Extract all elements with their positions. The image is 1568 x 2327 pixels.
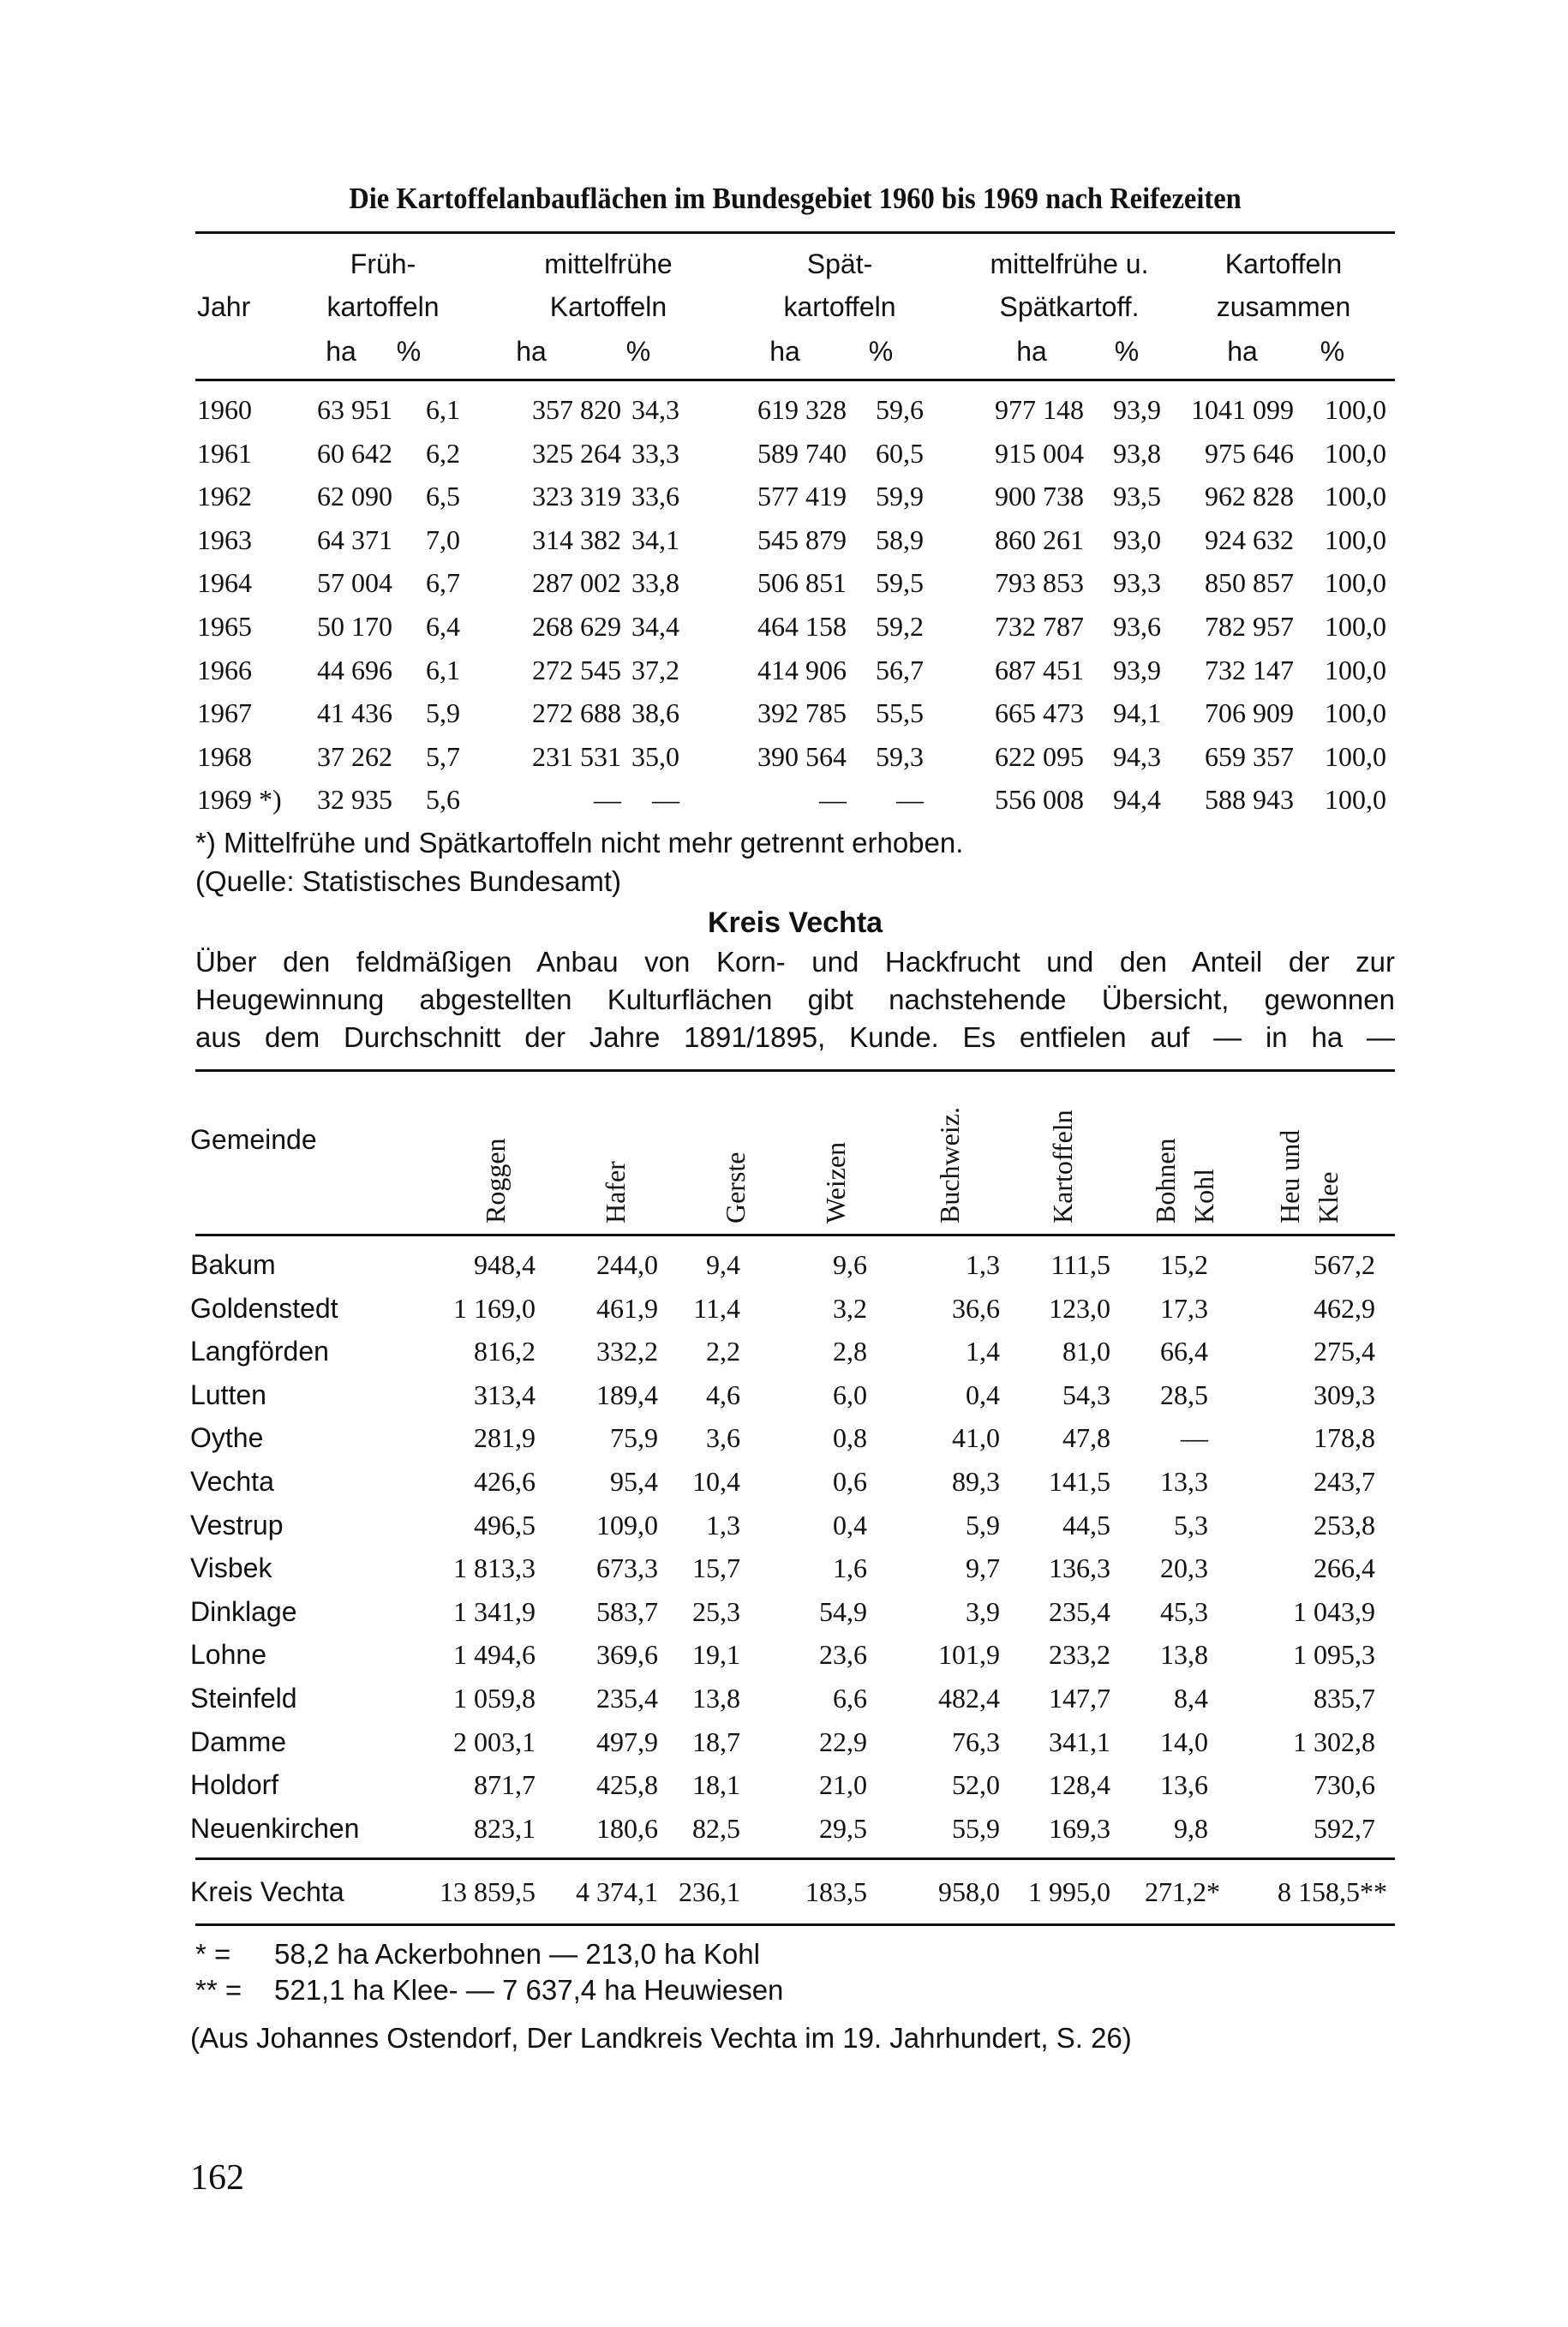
table1-cell: 93,6 bbox=[1113, 611, 1161, 642]
table2-cell: 81,0 bbox=[1062, 1336, 1110, 1367]
table2-col-header: Buchweiz. bbox=[934, 1107, 965, 1223]
table2-cell: 1,3 bbox=[966, 1249, 1000, 1280]
table1-cell: 5,6 bbox=[426, 784, 460, 816]
table2-cell: 9,7 bbox=[966, 1552, 1000, 1584]
paragraph-line: aus dem Durchschnitt der Jahre 1891/1895, Kunde. Es entfielen auf — in ha — bbox=[195, 1021, 1395, 1053]
table1-cell: 60 642 bbox=[317, 437, 392, 469]
table2-cell: 6,6 bbox=[833, 1683, 867, 1714]
table2-cell: 21,0 bbox=[819, 1769, 867, 1801]
table1-cell: 272 688 bbox=[532, 697, 621, 729]
table2-cell: 147,7 bbox=[1049, 1683, 1110, 1714]
table2-cell: 5,9 bbox=[966, 1509, 1000, 1540]
table2-cell: 244,0 bbox=[596, 1249, 658, 1280]
table1-cell: 94,3 bbox=[1113, 740, 1161, 772]
table2-citation: (Aus Johannes Ostendorf, Der Landkreis Vechta im 19. Jahrhundert, S. 26) bbox=[190, 2022, 1132, 2054]
table2-gemeinde-cell: Langförden bbox=[190, 1336, 329, 1367]
table2-cell: 567,2 bbox=[1314, 1249, 1375, 1280]
table2-cell: 482,4 bbox=[938, 1683, 1000, 1714]
table1-title: Die Kartoffelanbauflächen im Bundesgebiet 1960 bis 1969 nach Reifezeiten bbox=[349, 182, 1242, 215]
table2-cell: 871,7 bbox=[474, 1769, 536, 1801]
table2-col-header: Klee bbox=[1313, 1171, 1344, 1223]
table2-cell: 1 813,3 bbox=[453, 1552, 536, 1584]
table2-cell: 281,9 bbox=[474, 1422, 536, 1454]
table2-cell: 36,6 bbox=[952, 1292, 1000, 1324]
table2-sum-rule bbox=[195, 1857, 1395, 1860]
section-heading: Kreis Vechta bbox=[707, 906, 883, 939]
table1-footnote: *) Mittelfrühe und Spätkartoffeln nicht mehr getrennt erhoben. bbox=[195, 827, 964, 858]
table1-cell: 93,0 bbox=[1113, 523, 1161, 555]
table1-cell: 619 328 bbox=[757, 394, 847, 425]
table2-cell: 1,3 bbox=[706, 1509, 740, 1540]
table2-cell: 44,5 bbox=[1062, 1509, 1110, 1540]
table2-cell: 5,3 bbox=[1174, 1509, 1208, 1540]
table1-cell: 100,0 bbox=[1325, 523, 1386, 555]
table1-cell: 63 951 bbox=[317, 394, 392, 425]
table2-cell: 1 302,8 bbox=[1293, 1726, 1375, 1757]
table1-cell: 7,0 bbox=[426, 523, 460, 555]
table2-cell: 111,5 bbox=[1050, 1249, 1110, 1280]
table1-cell: — bbox=[652, 784, 679, 816]
table1-cell: 93,8 bbox=[1113, 437, 1161, 469]
table2-cell: 9,8 bbox=[1174, 1812, 1208, 1844]
table2-cell: 426,6 bbox=[474, 1466, 536, 1497]
table2-total-cell: 13 859,5 bbox=[440, 1876, 536, 1907]
table1-cell: 323 319 bbox=[532, 481, 621, 512]
table1-unit-ha: ha bbox=[1227, 336, 1258, 367]
table2-cell: 76,3 bbox=[952, 1726, 1000, 1757]
table2-gemeinde-cell: Lutten bbox=[190, 1379, 266, 1410]
table2-cell: 10,4 bbox=[692, 1466, 740, 1497]
table1-cell: 50 170 bbox=[317, 611, 392, 642]
table2-cell: 9,6 bbox=[833, 1249, 867, 1280]
table2-gemeinde-cell: Vestrup bbox=[190, 1509, 284, 1540]
table1-header-rule bbox=[195, 379, 1395, 381]
table2-cell: 66,4 bbox=[1160, 1336, 1208, 1367]
table1-cell: 287 002 bbox=[532, 567, 621, 599]
table2-cell: 0,4 bbox=[833, 1509, 867, 1540]
table2-cell: 75,9 bbox=[610, 1422, 658, 1454]
table1-group-header: Spät- bbox=[806, 248, 873, 279]
table2-note-mark: ** = bbox=[195, 1974, 242, 2006]
table2-cell: 9,4 bbox=[706, 1249, 740, 1280]
table1-cell: 34,4 bbox=[631, 611, 679, 642]
table2-total-cell: 271,2* bbox=[1145, 1876, 1220, 1907]
table1-cell: — bbox=[896, 784, 924, 816]
table1-group-header: zusammen bbox=[1216, 291, 1351, 322]
table1-cell: 93,9 bbox=[1113, 654, 1161, 685]
table1-cell: 272 545 bbox=[532, 654, 621, 685]
table2-col-header: Weizen bbox=[820, 1141, 851, 1223]
table2-cell: 0,6 bbox=[833, 1466, 867, 1497]
table2-top-rule bbox=[195, 1069, 1395, 1072]
table2-cell: 23,6 bbox=[819, 1639, 867, 1671]
table2-gemeinde-cell: Dinklage bbox=[190, 1595, 297, 1627]
table1-cell: 94,4 bbox=[1113, 784, 1161, 816]
table1-cell: 35,0 bbox=[631, 740, 679, 772]
table2-gemeinde-cell: Oythe bbox=[190, 1422, 264, 1454]
table2-cell: 235,4 bbox=[596, 1683, 658, 1714]
table2-bottom-rule bbox=[195, 1923, 1395, 1926]
table2-cell: — bbox=[1181, 1422, 1208, 1454]
table2-gemeinde-cell: Neuenkirchen bbox=[190, 1812, 360, 1844]
table1-cell: 100,0 bbox=[1325, 611, 1386, 642]
table1-cell: 357 820 bbox=[532, 394, 621, 425]
table1-cell: 850 857 bbox=[1205, 567, 1294, 599]
table1-cell: 860 261 bbox=[995, 523, 1084, 555]
table2-col-gemeinde: Gemeinde bbox=[190, 1124, 317, 1155]
table1-cell: 782 957 bbox=[1205, 611, 1294, 642]
table1-cell: 58,9 bbox=[876, 523, 924, 555]
table1-cell: 62 090 bbox=[317, 481, 392, 512]
table2-col-header: Hafer bbox=[600, 1161, 631, 1223]
table1-source: (Quelle: Statistisches Bundesamt) bbox=[195, 865, 622, 897]
table2-cell: 28,5 bbox=[1160, 1379, 1208, 1410]
table1-cell: 32 935 bbox=[317, 784, 392, 816]
table2-cell: 13,8 bbox=[692, 1683, 740, 1714]
page-number: 162 bbox=[190, 2158, 244, 2198]
table1-cell: 55,5 bbox=[876, 697, 924, 729]
table2-col-header: Kohl bbox=[1188, 1169, 1219, 1223]
table1-unit-pct: % bbox=[868, 336, 894, 367]
table2-gemeinde-cell: Vechta bbox=[190, 1466, 274, 1497]
table2-cell: 128,4 bbox=[1049, 1769, 1110, 1801]
table1-cell: 665 473 bbox=[995, 697, 1084, 729]
table2-cell: 461,9 bbox=[596, 1292, 658, 1324]
table2-cell: 55,9 bbox=[952, 1812, 1000, 1844]
table2-cell: 89,3 bbox=[952, 1466, 1000, 1497]
table1-cell: 5,7 bbox=[426, 740, 460, 772]
table2-cell: 2 003,1 bbox=[453, 1726, 536, 1757]
table2-cell: 123,0 bbox=[1049, 1292, 1110, 1324]
table2-gemeinde-cell: Lohne bbox=[190, 1639, 266, 1671]
table1-group-header: Früh- bbox=[350, 248, 416, 279]
table1-cell: 100,0 bbox=[1325, 784, 1386, 816]
table1-cell: 556 008 bbox=[995, 784, 1084, 816]
table1-cell: 59,2 bbox=[876, 611, 924, 642]
table1-cell: 1041 099 bbox=[1191, 394, 1294, 425]
table2-gemeinde-cell: Steinfeld bbox=[190, 1683, 297, 1714]
table2-total-cell: 958,0 bbox=[938, 1876, 1000, 1907]
table1-cell: — bbox=[594, 784, 621, 816]
table2-cell: 47,8 bbox=[1062, 1422, 1110, 1454]
table2-cell: 253,8 bbox=[1314, 1509, 1375, 1540]
table2-cell: 17,3 bbox=[1160, 1292, 1208, 1324]
table1-cell: 56,7 bbox=[876, 654, 924, 685]
table2-cell: 180,6 bbox=[596, 1812, 658, 1844]
table2-cell: 52,0 bbox=[952, 1769, 1000, 1801]
table2-cell: 20,3 bbox=[1160, 1552, 1208, 1584]
table1-cell: 100,0 bbox=[1325, 394, 1386, 425]
table2-cell: 19,1 bbox=[692, 1639, 740, 1671]
table1-col-jahr: Jahr bbox=[197, 291, 251, 322]
table2-cell: 233,2 bbox=[1049, 1639, 1110, 1671]
table1-cell: 6,1 bbox=[426, 654, 460, 685]
table2-cell: 15,7 bbox=[692, 1552, 740, 1584]
table2-total-cell: 4 374,1 bbox=[576, 1876, 658, 1907]
table2-cell: 4,6 bbox=[706, 1379, 740, 1410]
table1-cell: 59,6 bbox=[876, 394, 924, 425]
table1-cell: 37,2 bbox=[631, 654, 679, 685]
table1-cell: 93,5 bbox=[1113, 481, 1161, 512]
table2-cell: 1,6 bbox=[833, 1552, 867, 1584]
table2-cell: 25,3 bbox=[692, 1595, 740, 1627]
table2-cell: 1 059,8 bbox=[453, 1683, 536, 1714]
table2-gemeinde-cell: Bakum bbox=[190, 1249, 276, 1280]
table1-cell: 59,5 bbox=[876, 567, 924, 599]
table1-cell: 231 531 bbox=[532, 740, 621, 772]
table1-cell: 962 828 bbox=[1205, 481, 1294, 512]
table1-year-cell: 1967 bbox=[197, 697, 252, 729]
table1-cell: 706 909 bbox=[1205, 697, 1294, 729]
table1-cell: 900 738 bbox=[995, 481, 1084, 512]
table2-gemeinde-cell: Visbek bbox=[190, 1552, 272, 1584]
table2-col-header: Gerste bbox=[720, 1152, 751, 1223]
table2-cell: 592,7 bbox=[1314, 1812, 1375, 1844]
table1-cell: 100,0 bbox=[1325, 697, 1386, 729]
table1-cell: 59,3 bbox=[876, 740, 924, 772]
table2-cell: 341,1 bbox=[1049, 1726, 1110, 1757]
table2-total-cell: 1 995,0 bbox=[1028, 1876, 1110, 1907]
table1-cell: 34,1 bbox=[631, 523, 679, 555]
table2-cell: 13,6 bbox=[1160, 1769, 1208, 1801]
table1-year-cell: 1966 bbox=[197, 654, 252, 685]
table1-cell: 793 853 bbox=[995, 567, 1084, 599]
table2-total-cell: 183,5 bbox=[805, 1876, 867, 1907]
table2-cell: 136,3 bbox=[1049, 1552, 1110, 1584]
table2-cell: 1,4 bbox=[966, 1336, 1000, 1367]
table2-cell: 3,6 bbox=[706, 1422, 740, 1454]
table1-cell: 732 787 bbox=[995, 611, 1084, 642]
table2-col-header: Heu und bbox=[1274, 1129, 1305, 1223]
table2-col-header: Roggen bbox=[480, 1138, 511, 1223]
table1-year-cell: 1960 bbox=[197, 394, 252, 425]
table2-cell: 82,5 bbox=[692, 1812, 740, 1844]
table1-cell: 44 696 bbox=[317, 654, 392, 685]
table1-year-cell: 1968 bbox=[197, 740, 252, 772]
table2-cell: 1 494,6 bbox=[453, 1639, 536, 1671]
table1-cell: 915 004 bbox=[995, 437, 1084, 469]
table2-cell: 109,0 bbox=[596, 1509, 658, 1540]
table2-cell: 1 341,9 bbox=[453, 1595, 536, 1627]
table1-cell: 41 436 bbox=[317, 697, 392, 729]
table1-cell: 33,3 bbox=[631, 437, 679, 469]
table1-cell: 57 004 bbox=[317, 567, 392, 599]
table1-unit-pct: % bbox=[1320, 336, 1345, 367]
paragraph-line: Heugewinnung abgestellten Kulturflächen gibt nachstehende Übersicht, gewonnen bbox=[195, 984, 1395, 1015]
table1-cell: 6,7 bbox=[426, 567, 460, 599]
table2-header-rule bbox=[195, 1234, 1395, 1236]
table2-cell: 3,2 bbox=[833, 1292, 867, 1324]
table2-cell: 583,7 bbox=[596, 1595, 658, 1627]
table2-cell: 497,9 bbox=[596, 1726, 658, 1757]
table2-cell: 169,3 bbox=[1049, 1812, 1110, 1844]
table1-group-header: Kartoffeln bbox=[1224, 248, 1343, 279]
table2-gemeinde-cell: Holdorf bbox=[190, 1769, 279, 1801]
table2-cell: 0,4 bbox=[966, 1379, 1000, 1410]
table1-unit-ha: ha bbox=[326, 336, 356, 367]
table1-unit-ha: ha bbox=[1016, 336, 1047, 367]
table2-cell: 13,8 bbox=[1160, 1639, 1208, 1671]
table2-cell: 3,9 bbox=[966, 1595, 1000, 1627]
table2-cell: 6,0 bbox=[833, 1379, 867, 1410]
table2-cell: 189,4 bbox=[596, 1379, 658, 1410]
table2-total-label: Kreis Vechta bbox=[190, 1876, 344, 1907]
table1-cell: 268 629 bbox=[532, 611, 621, 642]
table2-cell: 275,4 bbox=[1314, 1336, 1375, 1367]
table1-group-header: kartoffeln bbox=[783, 291, 896, 322]
table1-cell: 6,4 bbox=[426, 611, 460, 642]
table1-cell: 100,0 bbox=[1325, 437, 1386, 469]
table1-cell: 37 262 bbox=[317, 740, 392, 772]
table1-year-cell: 1963 bbox=[197, 523, 252, 555]
table1-cell: 100,0 bbox=[1325, 654, 1386, 685]
table2-cell: 816,2 bbox=[474, 1336, 536, 1367]
table2-cell: 1 169,0 bbox=[453, 1292, 536, 1324]
table1-cell: — bbox=[819, 784, 847, 816]
table2-cell: 101,9 bbox=[938, 1639, 1000, 1671]
table1-cell: 59,9 bbox=[876, 481, 924, 512]
table1-cell: 545 879 bbox=[757, 523, 847, 555]
table2-cell: 1 043,9 bbox=[1293, 1595, 1375, 1627]
table2-cell: 235,4 bbox=[1049, 1595, 1110, 1627]
table1-group-header: mittelfrühe u. bbox=[990, 248, 1149, 279]
table1-cell: 5,9 bbox=[426, 697, 460, 729]
table1-cell: 977 148 bbox=[995, 394, 1084, 425]
table2-cell: 2,8 bbox=[833, 1336, 867, 1367]
table1-cell: 414 906 bbox=[757, 654, 847, 685]
table1-cell: 34,3 bbox=[631, 394, 679, 425]
table1-cell: 93,9 bbox=[1113, 394, 1161, 425]
table1-cell: 100,0 bbox=[1325, 567, 1386, 599]
table1-cell: 64 371 bbox=[317, 523, 392, 555]
table1-year-cell: 1962 bbox=[197, 481, 252, 512]
table1-unit-pct: % bbox=[1114, 336, 1140, 367]
table1-cell: 464 158 bbox=[757, 611, 847, 642]
table2-cell: 13,3 bbox=[1160, 1466, 1208, 1497]
table1-cell: 60,5 bbox=[876, 437, 924, 469]
table2-cell: 22,9 bbox=[819, 1726, 867, 1757]
table2-cell: 141,5 bbox=[1049, 1466, 1110, 1497]
table2-cell: 425,8 bbox=[596, 1769, 658, 1801]
table2-gemeinde-cell: Damme bbox=[190, 1726, 287, 1757]
table1-unit-pct: % bbox=[625, 336, 651, 367]
table2-cell: 332,2 bbox=[596, 1336, 658, 1367]
table1-cell: 33,6 bbox=[631, 481, 679, 512]
table2-cell: 29,5 bbox=[819, 1812, 867, 1844]
table2-note-text: 58,2 ha Ackerbohnen — 213,0 ha Kohl bbox=[274, 1938, 760, 1970]
table2-cell: 673,3 bbox=[596, 1552, 658, 1584]
table2-cell: 18,1 bbox=[692, 1769, 740, 1801]
table1-cell: 33,8 bbox=[631, 567, 679, 599]
table2-cell: 18,7 bbox=[692, 1726, 740, 1757]
table1-cell: 975 646 bbox=[1205, 437, 1294, 469]
table1-unit-ha: ha bbox=[516, 336, 547, 367]
table1-cell: 38,6 bbox=[631, 697, 679, 729]
table1-cell: 392 785 bbox=[757, 697, 847, 729]
table2-cell: 730,6 bbox=[1314, 1769, 1375, 1801]
table1-unit-pct: % bbox=[396, 336, 422, 367]
table1-unit-ha: ha bbox=[769, 336, 800, 367]
table1-cell: 325 264 bbox=[532, 437, 621, 469]
table2-cell: 178,8 bbox=[1314, 1422, 1375, 1454]
table1-cell: 506 851 bbox=[757, 567, 847, 599]
table2-total-cell: 236,1 bbox=[679, 1876, 740, 1907]
table2-col-header: Bohnen bbox=[1150, 1138, 1181, 1223]
table1-cell: 100,0 bbox=[1325, 481, 1386, 512]
table1-cell: 622 095 bbox=[995, 740, 1084, 772]
table1-group-header: Spätkartoff. bbox=[999, 291, 1140, 322]
table2-cell: 1 095,3 bbox=[1293, 1639, 1375, 1671]
table1-cell: 314 382 bbox=[532, 523, 621, 555]
table2-cell: 313,4 bbox=[474, 1379, 536, 1410]
table1-cell: 100,0 bbox=[1325, 740, 1386, 772]
table1-cell: 6,1 bbox=[426, 394, 460, 425]
table1-cell: 588 943 bbox=[1205, 784, 1294, 816]
table1-cell: 577 419 bbox=[757, 481, 847, 512]
table1-year-cell: 1961 bbox=[197, 437, 252, 469]
table2-cell: 496,5 bbox=[474, 1509, 536, 1540]
table1-cell: 659 357 bbox=[1205, 740, 1294, 772]
table1-year-cell: 1969 *) bbox=[197, 784, 282, 816]
table1-cell: 94,1 bbox=[1113, 697, 1161, 729]
table2-cell: 243,7 bbox=[1314, 1466, 1375, 1497]
table1-cell: 93,3 bbox=[1113, 567, 1161, 599]
table2-cell: 948,4 bbox=[474, 1249, 536, 1280]
table1-cell: 6,2 bbox=[426, 437, 460, 469]
table1-year-cell: 1964 bbox=[197, 567, 252, 599]
table2-cell: 266,4 bbox=[1314, 1552, 1375, 1584]
table1-cell: 924 632 bbox=[1205, 523, 1294, 555]
table1-cell: 589 740 bbox=[757, 437, 847, 469]
table1-year-cell: 1965 bbox=[197, 611, 252, 642]
table2-gemeinde-cell: Goldenstedt bbox=[190, 1292, 338, 1324]
table2-cell: 54,9 bbox=[819, 1595, 867, 1627]
table1-cell: 390 564 bbox=[757, 740, 847, 772]
table2-cell: 95,4 bbox=[610, 1466, 658, 1497]
table2-cell: 462,9 bbox=[1314, 1292, 1375, 1324]
table2-cell: 823,1 bbox=[474, 1812, 536, 1844]
table2-cell: 15,2 bbox=[1160, 1249, 1208, 1280]
table2-cell: 11,4 bbox=[693, 1292, 740, 1324]
table1-group-header: kartoffeln bbox=[326, 291, 440, 322]
paragraph-line: Über den feldmäßigen Anbau von Korn- und Hackfrucht und den Anteil der zur bbox=[195, 946, 1395, 978]
table2-cell: 14,0 bbox=[1160, 1726, 1208, 1757]
table2-col-header: Kartoffeln bbox=[1047, 1110, 1078, 1223]
table2-cell: 41,0 bbox=[952, 1422, 1000, 1454]
table2-cell: 369,6 bbox=[596, 1639, 658, 1671]
table2-note-text: 521,1 ha Klee- — 7 637,4 ha Heuwiesen bbox=[274, 1974, 784, 2006]
table2-cell: 54,3 bbox=[1062, 1379, 1110, 1410]
table2-cell: 8,4 bbox=[1174, 1683, 1208, 1714]
table2-total-cell: 8 158,5** bbox=[1278, 1876, 1387, 1907]
table1-cell: 732 147 bbox=[1205, 654, 1294, 685]
table1-cell: 6,5 bbox=[426, 481, 460, 512]
table1-top-rule bbox=[195, 231, 1395, 234]
table1-group-header: Kartoffeln bbox=[549, 291, 667, 322]
table1-group-header: mittelfrühe bbox=[544, 248, 673, 279]
table2-cell: 835,7 bbox=[1314, 1683, 1375, 1714]
table2-note-mark: * = bbox=[195, 1938, 231, 1970]
table2-cell: 0,8 bbox=[833, 1422, 867, 1454]
table2-cell: 309,3 bbox=[1314, 1379, 1375, 1410]
table2-cell: 2,2 bbox=[706, 1336, 740, 1367]
table2-cell: 45,3 bbox=[1160, 1595, 1208, 1627]
table1-cell: 687 451 bbox=[995, 654, 1084, 685]
